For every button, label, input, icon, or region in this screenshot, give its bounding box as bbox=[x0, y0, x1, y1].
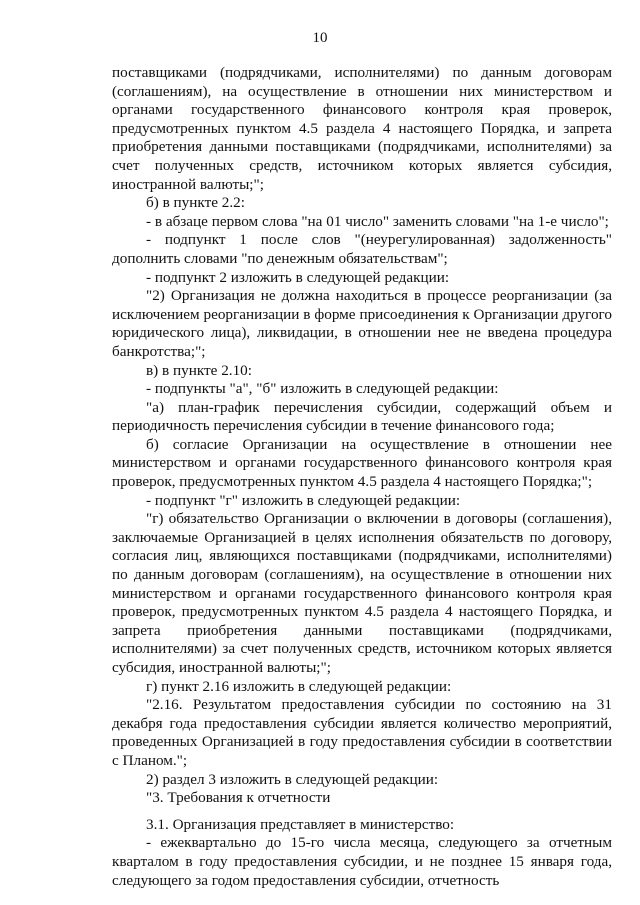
paragraph: - подпункт "г" изложить в следующей редакции: bbox=[146, 491, 461, 509]
paragraph: - подпункты "а", "б" изложить в следующей редакции: bbox=[146, 380, 499, 398]
paragraph: - подпункт 1 после слов "(неурегулированная) задолженность" дополнить словами "по денежным обязательствам"; bbox=[112, 231, 612, 267]
paragraph: б) в пункте 2.2: bbox=[146, 194, 245, 212]
paragraph: - в абзаце первом слова "на 01 число" заменить словами "на 1-е число"; bbox=[146, 212, 609, 230]
paragraph: 3.1. Организация представляет в министерство: bbox=[146, 815, 455, 833]
section-heading: "3. Требования к отчетности bbox=[146, 789, 331, 807]
document-body bbox=[112, 64, 612, 890]
page-number: 10 bbox=[312, 30, 328, 46]
paragraph: в) в пункте 2.10: bbox=[146, 361, 252, 379]
paragraph: - подпункт 2 изложить в следующей редакции: bbox=[146, 268, 450, 286]
paragraph: поставщиками (подрядчиками, исполнителями) по данным договорам (соглашениям), на осуществление в отношении них министерством и органами государственного финансового контроля края проверок, предусмотренных пунктом 4.5 раздела 4 настоящего Порядка, и запрета приобретения данными поставщиками (подрядчиками, исполнителями) за счет полученных средств, источником которых является субсидия, иностранной валюты;"; bbox=[112, 64, 612, 193]
paragraph: 2) раздел 3 изложить в следующей редакции: bbox=[146, 770, 439, 788]
paragraph: б) согласие Организации на осуществление в отношении нее министерством и органами государственного финансового контроля края проверок, предусмотренных пунктом 4.5 раздела 4 настоящего Порядка;"; bbox=[112, 435, 612, 491]
paragraph: г) пункт 2.16 изложить в следующей редакции: bbox=[146, 677, 452, 695]
paragraph: "2) Организация не должна находиться в процессе реорганизации (за исключением реорганизации в форме присоединения к Организации другого юридического лица), ликвидации, в отношении нее не введена процедура банкротства;"; bbox=[112, 287, 612, 360]
paragraph: "г) обязательство Организации о включении в договоры (соглашения), заключаемые Организацией в целях исполнения обязательств по договору, согласия лиц, являющихся поставщиками (подрядчиками, исполнителями) по данным договорам (соглашениям), на осуществление в отношении них министерством и органами государственного финансового контроля края проверок, предусмотренных пунктом 4.5 раздела 4 настоящего Порядка, и запрета приобретения данными поставщиками (подрядчиками, исполнителями) за счет полученных средств, источником которых является субсидия, иностранной валюты;"; bbox=[112, 510, 612, 676]
paragraph: "2.16. Результатом предоставления субсидии по состоянию на 31 декабря года предоставления субсидии является количество мероприятий, проведенных Организацией в году предоставления субсидии в соответствии с Планом."; bbox=[112, 696, 612, 769]
paragraph: "а) план-график перечисления субсидии, содержащий объем и периодичность перечисления субсидии в течение финансового года; bbox=[112, 398, 612, 435]
paragraph: - ежеквартально до 15-го числа месяца, следующего за отчетным кварталом в году предоставления субсидии, и не позднее 15 января года, следующего за годом предоставления субсидии, отчетность bbox=[112, 834, 612, 889]
